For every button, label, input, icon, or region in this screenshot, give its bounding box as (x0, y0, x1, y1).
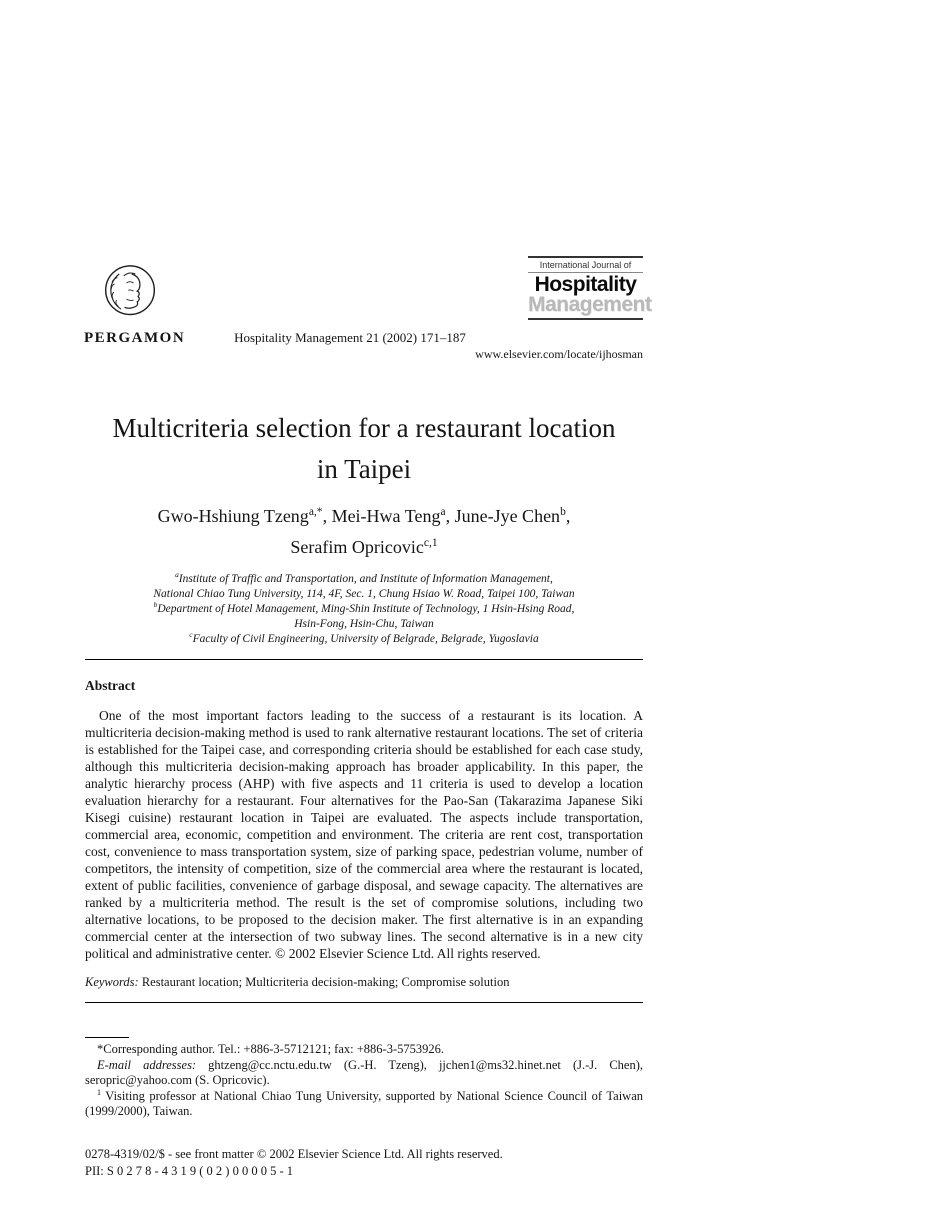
journal-title-line1: Hospitality (534, 273, 637, 296)
footnote-visiting (85, 1089, 643, 1120)
affiliation-text: Department of Hotel Management, Ming-Shin Institute of Technology, 1 Hsin-Hsing Road, (157, 603, 575, 616)
footnote-rule (85, 1037, 129, 1038)
author-name: , June-Jye Chen (445, 506, 561, 526)
abstract-heading: Abstract (85, 678, 136, 694)
author-name: , Mei-Hwa Teng (322, 506, 441, 526)
author-name: Serafim Opricovic (290, 536, 424, 557)
imprint-footer (85, 1146, 643, 1179)
abstract-text: One of the most important factors leading to the success of a restaurant is its location. A multicriteria decision-making method is used to rank alternative restaurant locations. The set of criteria is established for the Taipei case, and corresponding criteria should be established for each case study, although this multicriteria decision-making approach has broader applicability. In this paper, the analytic hierarchy process (AHP) with five aspects and 11 criteria is used to develop a location evaluation hierarchy for a restaurant. Four alternatives for the Pao-San (Takarazima Japanese Siki Kisegi cuisine) restaurant location in Taipei are evaluated. The aspects include transportation, commercial area, economic, competition and environment. The criteria are rent cost, transportation cost, convenience to mass transportation system, size of parking space, pedestrian volume, number of competitors, the intensity of competition, size of the commercial area where the restaurant is located, extent of public facilities, convenience of garbage disposal, and sewage capacity. The alternatives are ranked by a multicriteria method. The result is the set of compromise solutions, including two alternative locations, to be proposed to the decision maker. The first alternative is in an expanding commercial center at the intersection of two subway lines. The second alternative is in a new city political and administrative center. © 2002 Elsevier Science Ltd. All rights reserved. (85, 708, 643, 962)
author-line-2 (85, 532, 643, 563)
author-name: Gwo-Hshiung Tzeng (157, 506, 309, 526)
affiliation-list (85, 572, 643, 647)
author-affil-marker: c,1 (423, 536, 438, 549)
footnote-visiting-marker: 1 (97, 1087, 101, 1097)
issn-line: 0278-4319/02/$ - see front matter © 2002 Elsevier Science Ltd. All rights reserved. (85, 1147, 503, 1161)
affiliation-line (85, 602, 643, 617)
pii-line: PII: S 0 2 7 8 - 4 3 1 9 ( 0 2 ) 0 0 0 0 5 - 1 (85, 1163, 293, 1178)
affiliation-line (85, 632, 643, 647)
article-title (85, 408, 643, 489)
affiliation-line (85, 572, 643, 587)
journal-url: www.elsevier.com/locate/ijhosman (475, 347, 643, 361)
keywords-line (85, 975, 643, 990)
footnote-email-text: ghtzeng@cc.nctu.edu.tw (G.-H. Tzeng), jjchen1@ms32.hinet.net (J.-J. Chen), seropric@yahoo.com (S. Opricovic). (85, 1057, 643, 1088)
keywords-label: Keywords: (85, 975, 139, 990)
affiliation-text: National Chiao Tung University, 114, 4F, Sec. 1, Chung Hsiao W. Road, Taipei 100, Taiwan (153, 588, 575, 601)
affiliation-marker: b (153, 600, 158, 610)
article-title-line2: in Taipei (316, 453, 412, 484)
footnote-email (85, 1058, 643, 1089)
affiliation-marker: a (175, 570, 179, 580)
journal-cover-box (528, 256, 652, 320)
pergamon-logo-icon (92, 256, 168, 328)
footnote-email-label: E-mail addresses: (97, 1057, 197, 1072)
divider-rule (85, 659, 643, 660)
journal-citation: Hospitality Management 21 (2002) 171–187 (234, 330, 466, 345)
affiliation-text: Hsin-Fong, Hsin-Chu, Taiwan (294, 618, 434, 631)
author-line-1 (85, 501, 643, 532)
affiliation-line (85, 617, 643, 632)
publisher-name: PERGAMON (84, 330, 186, 346)
journal-title-line2: Management (528, 293, 652, 317)
affiliation-text: Institute of Traffic and Transportation, and Institute of Information Management, (178, 573, 553, 586)
author-affil-marker: a,* (308, 506, 323, 518)
main-column (85, 408, 643, 1120)
affiliation-text: Faculty of Civil Engineering, University of Belgrade, Belgrade, Yugoslavia (192, 633, 539, 646)
article-title-line1: Multicriteria selection for a restaurant location (112, 413, 616, 443)
footnote-visiting-text: Visiting professor at National Chiao Tung University, supported by National Science Council of Taiwan (1999/2000), Taiwan. (85, 1088, 643, 1119)
author-list (85, 501, 643, 562)
divider-rule (85, 1002, 643, 1003)
footnote-corresponding: *Corresponding author. Tel.: +886-3-5712121; fax: +886-3-5753926. (97, 1042, 444, 1057)
affiliation-marker: c (189, 630, 193, 640)
author-affil-marker: b (560, 506, 566, 518)
keywords-text: Restaurant location; Multicriteria decision-making; Compromise solution (138, 975, 510, 990)
author-affil-marker: a (440, 506, 446, 518)
journal-series-label: International Journal of (528, 260, 643, 273)
author-separator: , (565, 506, 571, 526)
footnote-block (85, 1037, 643, 1120)
affiliation-line (85, 587, 643, 602)
